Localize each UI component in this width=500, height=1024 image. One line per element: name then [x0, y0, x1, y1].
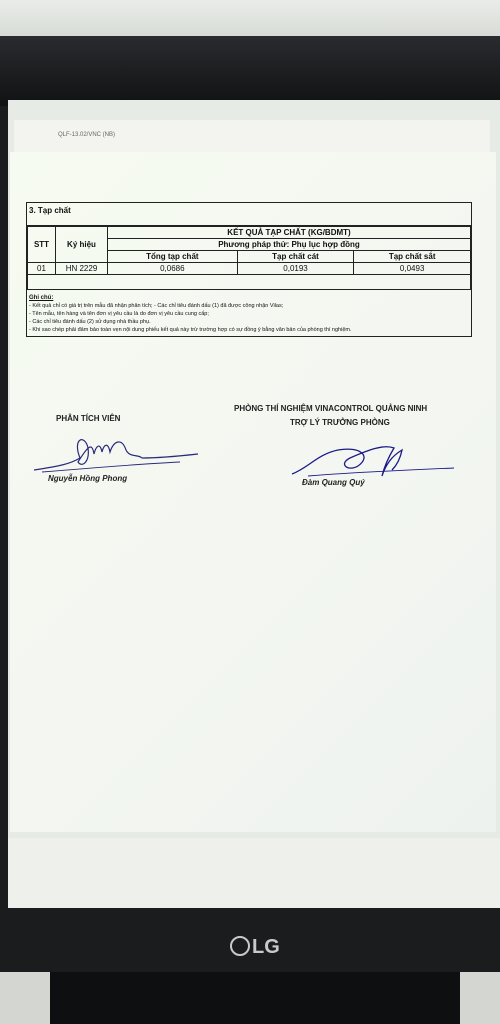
impurity-section [26, 202, 472, 337]
lg-circle-icon [230, 936, 250, 956]
lab-organization: PHÒNG THÍ NGHIỆM VINACONTROL QUẢNG NINH [234, 404, 428, 413]
cell-total: 0,0686 [108, 263, 238, 275]
note-line: - Kết quả chỉ có giá trị trên mẫu đã nhận phân tích; - Các chỉ tiêu đánh dấu (1) đã được công nhận Vilas; [29, 302, 284, 309]
section-title: 3. Tạp chất [27, 203, 471, 226]
cell-ky-hieu: HN 2229 [56, 263, 108, 275]
cell-iron: 0,0493 [354, 263, 471, 275]
note-line: - Tên mẫu, tên hàng và tên đơn vị yêu cầu là do đơn vị yêu cầu cung cấp; [29, 310, 209, 317]
note-line: - Khi sao chép phải đảm bảo toàn vẹn nội dung phiếu kết quả này trừ trường hợp có sự đồng ý bằng văn bản của phòng thí nghiệm. [29, 326, 352, 333]
header-stt: STT [28, 227, 56, 263]
notes-heading: Ghi chú: [29, 294, 54, 301]
monitor-stand [50, 972, 460, 1024]
header-method: Phương pháp thử: Phụ lục hợp đồng [108, 239, 471, 251]
assistant-head-signature-icon [288, 434, 458, 482]
cell-sand: 0,0193 [237, 263, 354, 275]
analyst-name: Nguyễn Hồng Phong [48, 474, 128, 483]
analyst-signature-icon [30, 428, 200, 476]
desk-surface [460, 972, 500, 1024]
assistant-head-name: Đàm Quang Quý [302, 478, 365, 487]
brand-logo [230, 936, 280, 959]
impurity-results-table [27, 226, 471, 289]
note-line: - Các chỉ tiêu đánh dấu (2) sử dụng nhà thầu phụ. [29, 318, 151, 325]
header-result-title: KẾT QUẢ TẠP CHẤT (KG/BDMT) [108, 227, 471, 239]
notes-block [27, 289, 471, 336]
previous-page-fragment [14, 120, 490, 152]
pdf-viewer-screen [8, 100, 500, 908]
analyst-title: PHÂN TÍCH VIÊN [56, 414, 121, 423]
previous-page-header: QLF-13.02/VNC (NB) [58, 132, 116, 138]
header-iron: Tạp chất sắt [354, 251, 471, 263]
assistant-head-title: TRỢ LÝ TRƯỞNG PHÒNG [290, 418, 390, 427]
header-ky-hieu: Ký hiệu [56, 227, 108, 263]
table-row [28, 263, 471, 275]
spacer-row [28, 275, 471, 289]
document-page [10, 152, 496, 832]
header-sand: Tạp chất cát [237, 251, 354, 263]
brand-logo-text: LG [252, 936, 280, 958]
header-total: Tổng tạp chất [108, 251, 238, 263]
background-room [0, 0, 500, 40]
viewer-bottom-area [8, 838, 500, 908]
monitor-top-bezel [0, 36, 500, 106]
desk-surface [0, 972, 50, 1024]
cell-stt: 01 [28, 263, 56, 275]
